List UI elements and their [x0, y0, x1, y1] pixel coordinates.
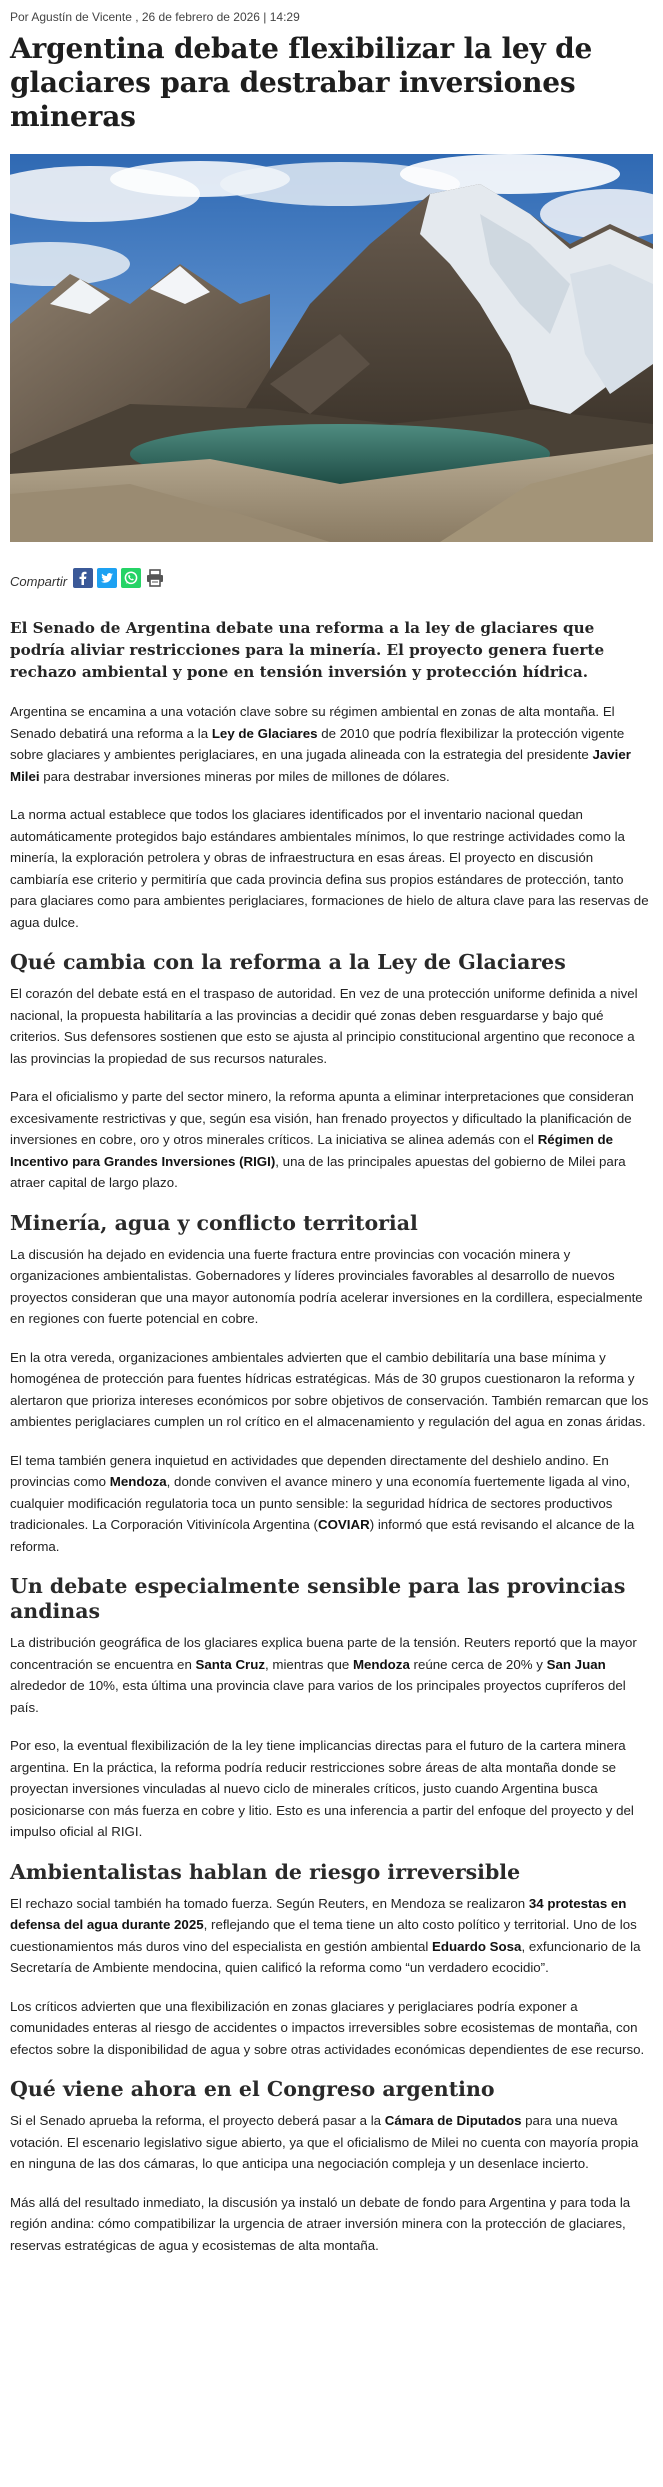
section-heading: Ambientalistas hablan de riesgo irreversible — [10, 1859, 521, 1884]
hero-image — [10, 154, 653, 542]
share-label: Compartir — [10, 573, 68, 589]
share-bar — [10, 566, 653, 590]
byline: Por Agustín de Vicente , 26 de febrero de 2026 | 14:29 — [10, 10, 300, 24]
paragraph: El rechazo social también ha tomado fuerza. Según Reuters, en Mendoza se realizaron 34 protestas en defensa del agua durante 2025, reflejando que el tema tiene un alto costo político y territorial. Uno de los cuestionamientos más duros vino del especialista en gestión ambiental Eduardo Sosa, exfuncionario de la Secretaría de Ambiente mendocina, quien calificó la reforma como “un verdadero ecocidio”. — [10, 1895, 641, 1975]
paragraph: Argentina se encamina a una votación clave sobre su régimen ambiental en zonas de alta montaña. El Senado debatirá una reforma a la Ley de Glaciares de 2010 que podría flexibilizar la protección vigente sobre glaciares y ambientes periglaciares, en una jugada alineada con la estrategia del presidente Javier Milei para destrabar inversiones mineras por miles de millones de dólares. — [10, 704, 631, 784]
section-heading: Un debate especialmente sensible para las provincias andinas — [10, 1574, 626, 1623]
paragraph: El corazón del debate está en el traspaso de autoridad. En vez de una protección uniforme definida a nivel nacional, la propuesta habilitaría a las provincias a decidir qué zonas deben resguardarse y bajo qué criterios. Sus defensores sostienen que esto se ajusta al principio constitucional argentino que reconoce a las provincias la propiedad de sus recursos naturales. — [10, 986, 638, 1066]
whatsapp-icon[interactable] — [121, 568, 141, 588]
paragraph: Más allá del resultado inmediato, la discusión ya instaló un debate de fondo para Argentina y para toda la región andina: cómo compatibilizar la urgencia de atraer inversión minera con la protección de glaciares, reservas estratégicas de agua y ecosistemas de alta montaña. — [10, 2194, 631, 2253]
paragraph: La norma actual establece que todos los glaciares identificados por el inventario nacional quedan automáticamente protegidos bajo estándares ambientales mínimos, lo que restringe actividades como la minería, la exploración petrolera y obras de infraestructura en esas áreas. El proyecto en discusión cambiaría ese criterio y permitiría que cada provincia defina sus propios estándares de protección, tanto para glaciares como para ambientes periglaciares, formaciones de hielo de altura clave para las reservas de agua dulce. — [10, 807, 649, 930]
paragraph: Por eso, la eventual flexibilización de la ley tiene implicancias directas para el futuro de la cartera minera argentina. En la práctica, la reforma podría reducir restricciones sobre áreas de alta montaña donde se proyectan inversiones vinculadas al nuevo ciclo de minerales críticos, justo cuando Argentina busca posicionarse con más fuerza en cobre y litio. Esto es una inferencia a partir del enfoque del proyecto y del impulso oficial al RIGI. — [10, 1738, 634, 1839]
article-lead: El Senado de Argentina debate una reforma a la ley de glaciares que podría aliviar restricciones para la minería. El proyecto genera fuerte rechazo ambiental y pone en tensión inversión y protección hídrica. — [10, 619, 605, 681]
paragraph: La discusión ha dejado en evidencia una fuerte fractura entre provincias con vocación minera y organizaciones ambientalistas. Gobernadores y líderes provinciales favorables al desarrollo de nuevos proyectos consideran que una mayor autonomía podría acelerar inversiones en la cordillera, especialmente en regiones con fuerte potencial en cobre. — [10, 1246, 643, 1326]
paragraph: El tema también genera inquietud en actividades que dependen directamente del deshielo andino. En provincias como Mendoza, donde conviven el avance minero y una economía fuertemente ligada al vino, cualquier modificación regulatoria toca un punto sensible: la seguridad hídrica de sectores productivos tradicionales. La Corporación Vitivinícola Argentina (COVIAR) informó que está revisando el alcance de la reforma. — [10, 1452, 635, 1554]
paragraph: Los críticos advierten que una flexibilización en zonas glaciares y periglaciares podría exponer a comunidades enteras al riesgo de accidentes o impactos irreversibles sobre ecosistemas de montaña, con efectos sobre la disponibilidad de agua y sobre otras actividades económicas dependientes de ese recurso. — [10, 1998, 645, 2057]
paragraph: En la otra vereda, organizaciones ambientales advierten que el cambio debilitaría una base mínima y homogénea de protección para fuentes hídricas estratégicas. Más de 30 grupos cuestionaron la reforma y alertaron que prioriza intereses económicos por sobre objetivos de conservación. También remarcan que los ambientes periglaciares cumplen un rol crítico en el almacenamiento y regulación del agua en zonas áridas. — [10, 1349, 649, 1429]
twitter-icon[interactable] — [97, 568, 117, 588]
paragraph: Para el oficialismo y parte del sector minero, la reforma apunta a eliminar interpretaciones que consideran excesivamente restrictivas y que, según esa visión, han frenado proyectos y dificultado la planificación de inversiones en cobre, oro y otros minerales críticos. La iniciativa se alinea además con el Régimen de Incentivo para Grandes Inversiones (RIGI), una de las principales apuestas del gobierno de Milei para atraer capital de largo plazo. — [10, 1089, 634, 1190]
section-heading: Qué viene ahora en el Congreso argentino — [10, 2077, 495, 2101]
facebook-icon[interactable] — [73, 568, 93, 588]
section-heading: Qué cambia con la reforma a la Ley de Glaciares — [10, 950, 566, 974]
paragraph: La distribución geográfica de los glaciares explica buena parte de la tensión. Reuters reportó que la mayor concentración se encuentra en Santa Cruz, mientras que Mendoza reúne cerca de 20% y San Juan alrededor de 10%, esta última una provincia clave para varios de los principales proyectos cupríferos del país. — [10, 1635, 637, 1715]
section-heading: Minería, agua y conflicto territorial — [10, 1210, 418, 1235]
article-title: Argentina debate flexibilizar la ley de glaciares para destrabar inversiones mineras — [10, 32, 593, 133]
paragraph: Si el Senado aprueba la reforma, el proyecto deberá pasar a la Cámara de Diputados para una nueva votación. El escenario legislativo sigue abierto, ya que el oficialismo de Milei no cuenta con mayoría propia en ninguna de las dos cámaras, lo que anticipa una negociación compleja y un desenlace incierto. — [10, 2113, 639, 2171]
print-icon[interactable] — [145, 568, 165, 588]
